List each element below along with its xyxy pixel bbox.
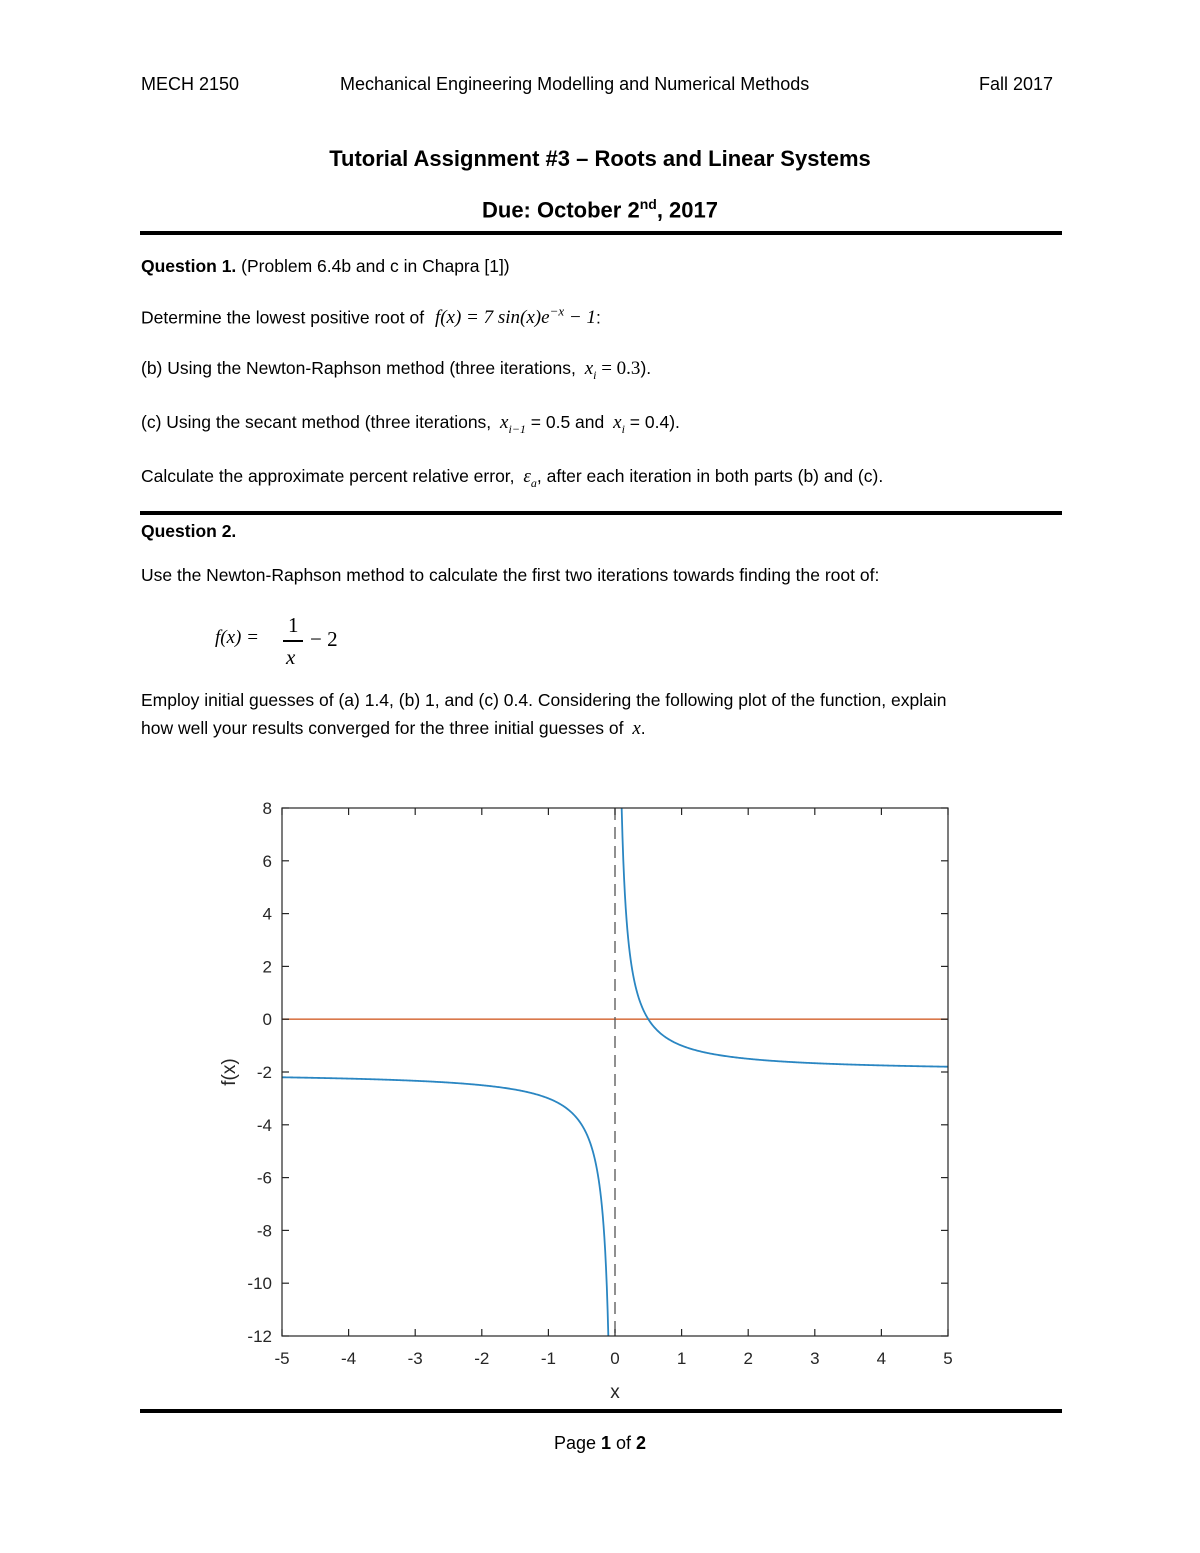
x-tick-label: -4 xyxy=(341,1349,357,1368)
y-tick-label: -8 xyxy=(256,1221,272,1241)
x-axis-label: x xyxy=(610,1382,620,1403)
q1-part-c-var2: $x_i$ xyxy=(613,412,625,436)
q1-part-c-text: (c) Using the secant method (three iterations, xyxy=(141,412,492,432)
x-tick-label: 4 xyxy=(876,1349,887,1368)
due-sup: nd xyxy=(639,196,657,212)
term: Fall 2017 xyxy=(979,74,1054,94)
q1-error-line xyxy=(141,466,883,491)
due-prefix: Due: October 2 xyxy=(482,197,640,223)
q1-function xyxy=(434,304,596,329)
q1-statement-line xyxy=(141,304,601,329)
q2-equation-bar xyxy=(283,640,303,642)
y-tick-label: 4 xyxy=(262,904,272,924)
q1-heading: Question 1. xyxy=(141,256,237,276)
q2-guesses-line2 xyxy=(141,718,646,740)
q1-part-b-end: ). xyxy=(640,358,652,378)
q1-part-b-value: = 0.3 xyxy=(596,358,641,379)
y-tick-label: -10 xyxy=(247,1274,272,1294)
footer-prefix: Page xyxy=(553,1433,601,1453)
q1-statement: Determine the lowest positive root of xyxy=(141,307,425,328)
divider-bottom xyxy=(140,1409,1062,1413)
q1-function-main: f(x) = 7 sin(x)e xyxy=(434,307,550,329)
due-date xyxy=(0,196,1200,223)
q1-part-b xyxy=(141,358,651,383)
q1-part-c-var1: $x_{i-1}$ xyxy=(500,412,526,436)
x-tick-label: 0 xyxy=(610,1349,620,1368)
q2-equation-den: x xyxy=(286,645,296,669)
y-tick-label: -2 xyxy=(256,1063,272,1082)
q2-statement: Use the Newton-Raphson method to calculate the first two iterations towards finding the root of: xyxy=(141,565,880,585)
x-tick-label: 3 xyxy=(810,1349,820,1368)
x-tick-label: -1 xyxy=(540,1349,556,1368)
q1-part-c-val1: = 0.5 and xyxy=(525,412,605,432)
y-tick-label: -6 xyxy=(256,1168,272,1188)
curve-left-branch xyxy=(282,1077,608,1340)
y-tick-label: 2 xyxy=(262,957,272,977)
x-tick-label: -2 xyxy=(474,1349,490,1368)
q2-equation-num: 1 xyxy=(288,613,299,637)
q2-equation-lhs: f(x) = xyxy=(215,627,259,648)
x-tick-label: -3 xyxy=(407,1349,423,1368)
footer-page: 1 xyxy=(601,1433,612,1453)
divider-q1 xyxy=(140,511,1062,515)
q1-error-prefix: Calculate the approximate percent relative error, xyxy=(141,466,515,486)
q1-part-c xyxy=(141,412,680,437)
y-axis-label: f(x) xyxy=(219,1058,240,1086)
q1-part-b-var: $x_i$ xyxy=(584,358,597,382)
x-tick-label: -5 xyxy=(274,1349,290,1368)
divider-top xyxy=(140,231,1062,235)
q1-heading-line xyxy=(141,256,510,277)
q2-equation-rhs: − 2 xyxy=(310,627,338,651)
q1-error-symbol: $\varepsilon_a$ xyxy=(523,466,537,490)
q2-heading-line xyxy=(141,521,236,542)
due-suffix: , 2017 xyxy=(656,197,718,223)
y-tick-label: -4 xyxy=(256,1115,272,1135)
q2-heading: Question 2. xyxy=(141,521,237,541)
q2-guesses-text: how well your results converged for the three initial guesses of xyxy=(141,718,624,738)
assignment-title: Tutorial Assignment #3 – Roots and Linear Systems xyxy=(329,146,871,171)
q1-function-tail: − 1 xyxy=(564,307,596,329)
footer-mid: of xyxy=(611,1433,637,1453)
footer-total: 2 xyxy=(636,1433,647,1453)
q2-guesses-var: x xyxy=(632,718,641,739)
q1-source: (Problem 6.4b and c in Chapra [1]) xyxy=(236,256,510,276)
q1-part-c-val2: = 0.4). xyxy=(624,412,680,432)
x-tick-label: 5 xyxy=(943,1349,953,1368)
q2-guesses-end: . xyxy=(640,718,646,738)
page-footer xyxy=(0,1433,1200,1454)
function-plot xyxy=(195,790,995,1410)
y-tick-label: -12 xyxy=(247,1327,272,1346)
curve-right-branch xyxy=(622,808,948,1067)
y-tick-label: 8 xyxy=(262,799,272,818)
course-code: MECH 2150 xyxy=(141,74,240,94)
y-tick-label: 0 xyxy=(262,1010,272,1030)
q1-function-end: : xyxy=(595,307,601,328)
q2-guesses-line1: Employ initial guesses of (a) 1.4, (b) 1, and (c) 0.4. Considering the following plot of the function, explain xyxy=(141,690,947,710)
y-tick-label: 6 xyxy=(262,851,272,871)
x-tick-label: 2 xyxy=(743,1349,753,1368)
q1-part-b-text: (b) Using the Newton-Raphson method (three iterations, xyxy=(141,358,576,378)
q1-function-exp: −x xyxy=(549,304,565,319)
q1-error-suffix: , after each iteration in both parts (b) and (c). xyxy=(536,466,884,486)
course-title: Mechanical Engineering Modelling and Numerical Methods xyxy=(340,74,810,94)
x-tick-label: 1 xyxy=(676,1349,687,1368)
